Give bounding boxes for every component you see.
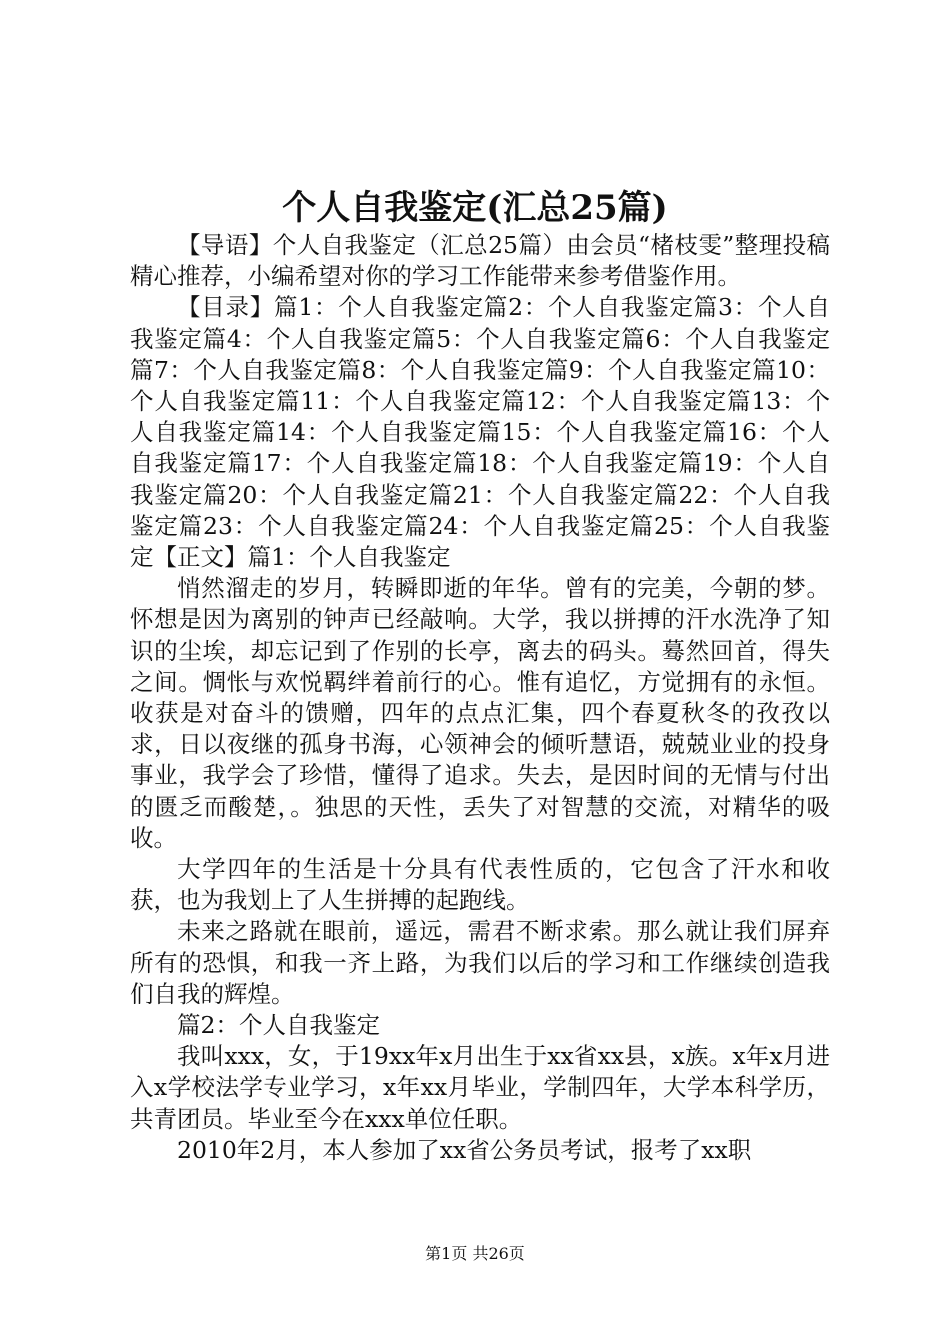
document-title: 个人自我鉴定(汇总25篇): [282, 188, 668, 228]
document-body: [130, 230, 830, 1166]
section-heading: 篇2：个人自我鉴定: [177, 1011, 380, 1040]
body-paragraph: 未来之路就在眼前，遥远，需君不断求索。那么就让我们屏弃所有的恐惧，和我一齐上路，为我们以后的学习和工作继续创造我们自我的辉煌。: [130, 917, 830, 1008]
body-paragraph: 悄然溜走的岁月，转瞬即逝的年华。曾有的完美，今朝的梦。怀想是因为离别的钟声已经敲响。大学，我以拼搏的汗水洗净了知识的尘埃，却忘记到了作别的长亭，离去的码头。蓦然回首，得失之间。惆怅与欢悦羁绊着前行的心。惟有追忆，方觉拥有的永恒。收获是对奋斗的馈赠，四年的点点汇集，四个春夏秋冬的孜孜以求，日以夜继的孤身书海，心领神会的倾听慧语，兢兢业业的投身事业，我学会了珍惜，懂得了追求。失去，是因时间的无情与付出的匮乏而酸楚，。独思的天性，丢失了对智慧的交流，对精华的吸收。: [130, 574, 830, 852]
body-paragraph: 2010年2月，本人参加了xx省公务员考试，报考了xx职: [177, 1135, 752, 1164]
page-footer: 第1页 共26页: [425, 1244, 525, 1263]
contents-paragraph: 【目录】篇1：个人自我鉴定篇2：个人自我鉴定篇3：个人自我鉴定篇4：个人自我鉴定篇5：个人自我鉴定篇6：个人自我鉴定篇7：个人自我鉴定篇8：个人自我鉴定篇9：个人自我鉴定篇10：个人自我鉴定篇11：个人自我鉴定篇12：个人自我鉴定篇13：个人自我鉴定篇14：个人自我鉴定篇15：个人自我鉴定篇16：个人自我鉴定篇17：个人自我鉴定篇18：个人自我鉴定篇19：个人自我鉴定篇20：个人自我鉴定篇21：个人自我鉴定篇22：个人自我鉴定篇23：个人自我鉴定篇24：个人自我鉴定篇25：个人自我鉴定【正文】篇1：个人自我鉴定: [130, 293, 830, 572]
intro-paragraph: 【导语】个人自我鉴定（汇总25篇）由会员“楮枝雯”整理投稿精心推荐，小编希望对你的学习工作能带来参考借鉴作用。: [130, 231, 830, 291]
body-paragraph: 我叫xxx，女，于19xx年x月出生于xx省xx县，x族。x年x月进入x学校法学专业学习，x年xx月毕业，学制四年，大学本科学历，共青团员。毕业至今在xxx单位任职。: [130, 1042, 830, 1133]
body-paragraph: 大学四年的生活是十分具有代表性质的，它包含了汗水和收获，也为我划上了人生拼搏的起跑线。: [130, 855, 830, 915]
